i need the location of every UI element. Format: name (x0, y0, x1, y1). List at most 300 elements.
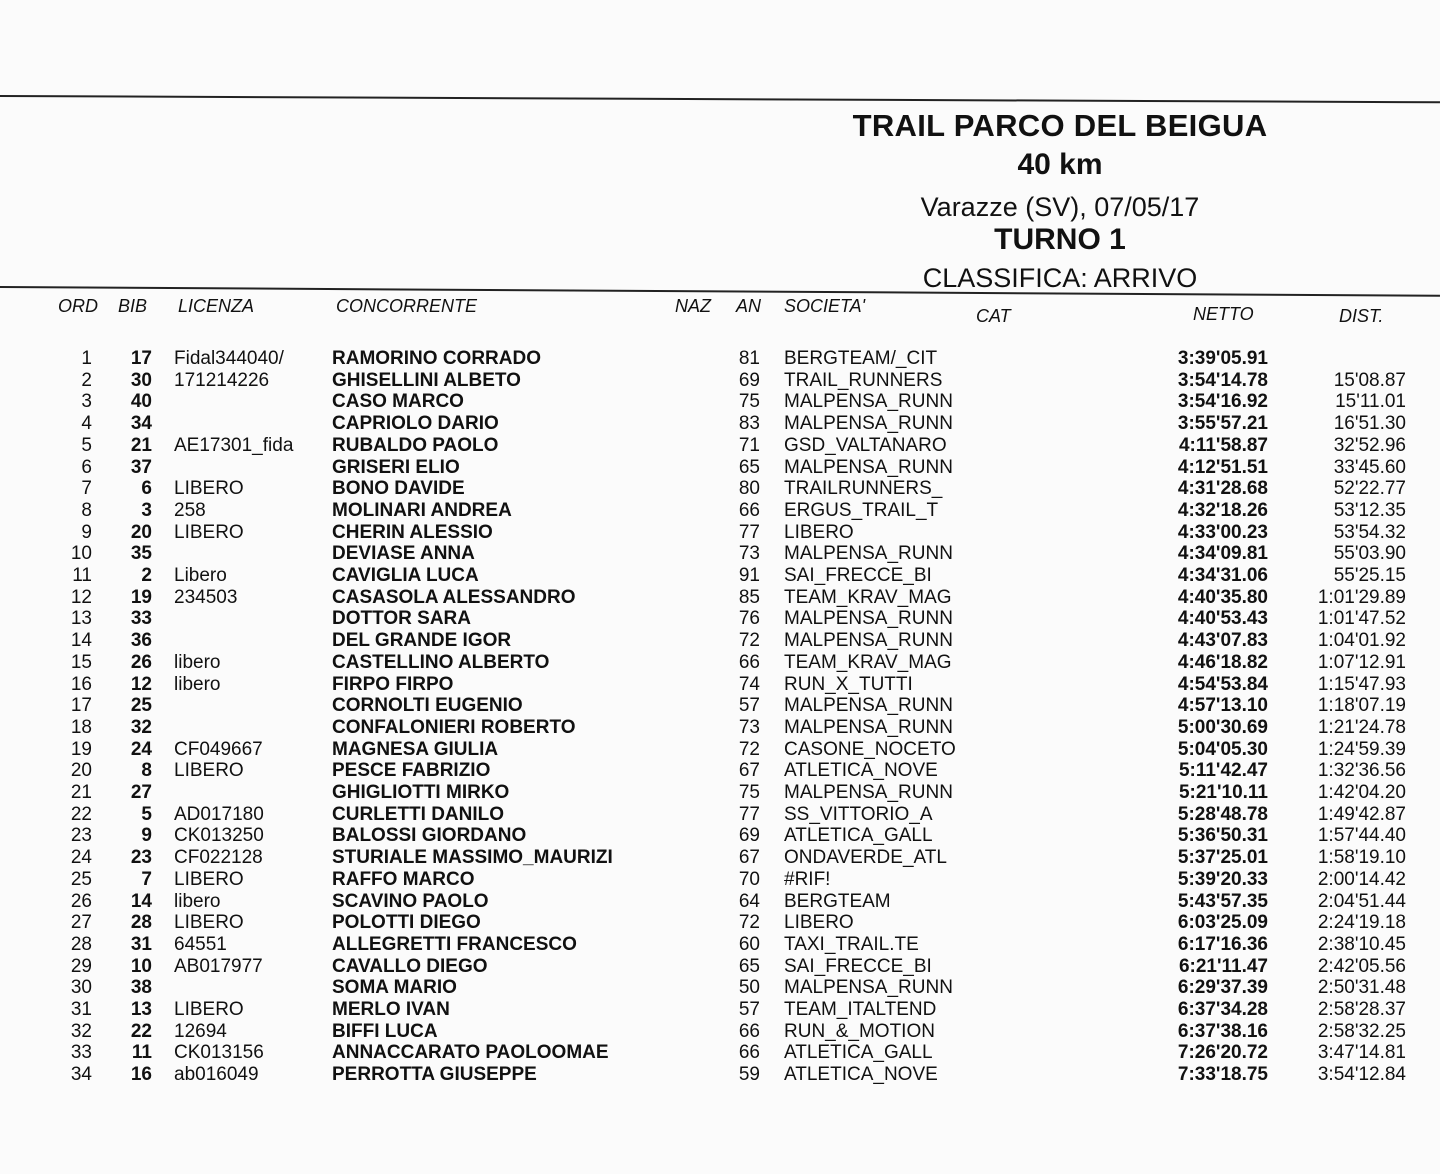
bib-cell: 8 (141, 760, 152, 782)
an-cell: 66 (738, 1042, 760, 1064)
societa-cell: ATLETICA_GALL (784, 1042, 933, 1064)
ord-cell: 18 (70, 716, 92, 738)
dist-cell: 1:32'36.56 (1317, 760, 1406, 782)
table-row (0, 934, 1440, 956)
table-row (0, 630, 1440, 652)
table-row (0, 912, 1440, 934)
dist-cell: 1:42'04.20 (1317, 782, 1406, 803)
table-row (0, 1042, 1440, 1064)
netto-cell: 5:43'57.35 (1177, 890, 1268, 912)
bib-cell: 22 (130, 1020, 152, 1042)
ord-cell: 8 (81, 499, 92, 521)
dist-cell: 3:54'12.84 (1317, 1064, 1406, 1086)
societa-cell: MALPENSA_RUNN (784, 413, 953, 435)
col-header-ord: ORD (58, 296, 98, 316)
bib-cell: 10 (130, 955, 152, 977)
concorrente-cell: PESCE FABRIZIO (332, 760, 491, 782)
an-cell: 50 (738, 977, 760, 999)
societa-cell: ATLETICA_NOVE (784, 760, 938, 782)
concorrente-cell: DEVIASE ANNA (332, 543, 475, 565)
bib-cell: 2 (141, 565, 152, 586)
bib-cell: 9 (141, 825, 152, 847)
societa-cell: TEAM_KRAV_MAG (784, 651, 952, 673)
dist-cell: 1:01'29.89 (1317, 586, 1406, 608)
concorrente-cell: RUBALDO PAOLO (332, 434, 499, 456)
table-row (0, 739, 1440, 761)
societa-cell: TRAILRUNNERS_ (784, 478, 943, 500)
concorrente-cell: CONFALONIERI ROBERTO (332, 716, 576, 738)
bib-cell: 16 (130, 1064, 152, 1086)
licenza-cell: AD017180 (174, 803, 264, 825)
an-cell: 70 (738, 868, 760, 890)
dist-cell: 2:50'31.48 (1317, 977, 1406, 999)
an-cell: 60 (738, 933, 760, 955)
dist-cell: 1:18'07.19 (1317, 695, 1406, 717)
bib-cell: 30 (130, 369, 152, 391)
bib-cell: 5 (141, 803, 152, 825)
title-block (800, 108, 1320, 294)
ord-cell: 10 (70, 543, 92, 565)
licenza-cell: 258 (174, 499, 206, 521)
col-header-cat: CAT (976, 306, 1011, 326)
netto-cell: 6:17'16.36 (1177, 933, 1268, 955)
netto-cell: 4:43'07.83 (1177, 630, 1268, 652)
dist-cell: 53'12.35 (1333, 499, 1406, 521)
bib-cell: 11 (131, 1042, 152, 1064)
table-row (0, 1021, 1440, 1043)
ord-cell: 5 (81, 434, 92, 456)
netto-cell: 5:36'50.31 (1177, 825, 1268, 847)
netto-cell: 4:40'35.80 (1177, 586, 1268, 608)
netto-cell: 5:04'05.30 (1177, 738, 1268, 760)
bib-cell: 31 (130, 933, 152, 955)
dist-cell: 33'45.60 (1333, 456, 1406, 478)
classification-label: CLASSIFICA: ARRIVO (922, 263, 1198, 293)
concorrente-cell: GHIGLIOTTI MIRKO (332, 782, 510, 803)
societa-cell: MALPENSA_RUNN (784, 716, 953, 738)
societa-cell: BERGTEAM/_CIT (784, 348, 938, 369)
netto-cell: 4:12'51.51 (1177, 456, 1268, 478)
societa-cell: RUN_X_TUTTI (784, 673, 913, 695)
concorrente-cell: STURIALE MASSIMO_MAURIZI (332, 847, 613, 869)
dist-cell: 1:57'44.40 (1317, 825, 1406, 847)
societa-cell: TEAM_KRAV_MAG (784, 586, 952, 608)
dist-cell: 2:58'32.25 (1317, 1020, 1406, 1042)
bib-cell: 24 (130, 738, 152, 760)
netto-cell: 4:46'18.82 (1177, 651, 1268, 673)
concorrente-cell: SCAVINO PAOLO (332, 890, 489, 912)
an-cell: 69 (738, 825, 760, 847)
societa-cell: MALPENSA_RUNN (784, 782, 953, 803)
ord-cell: 14 (70, 630, 92, 652)
ord-cell: 25 (70, 868, 92, 890)
concorrente-cell: BONO DAVIDE (332, 478, 465, 500)
concorrente-cell: GHISELLINI ALBETO (332, 369, 521, 391)
ord-cell: 34 (70, 1064, 92, 1086)
table-row (0, 869, 1440, 891)
netto-cell: 4:40'53.43 (1177, 608, 1268, 630)
netto-cell: 6:37'38.16 (1177, 1020, 1268, 1042)
bib-cell: 17 (130, 348, 152, 369)
concorrente-cell: BIFFI LUCA (332, 1020, 438, 1042)
societa-cell: BERGTEAM (784, 890, 891, 912)
an-cell: 75 (738, 391, 760, 413)
societa-cell: MALPENSA_RUNN (784, 456, 953, 478)
societa-cell: MALPENSA_RUNN (784, 543, 953, 565)
dist-cell: 1:49'42.87 (1317, 803, 1406, 825)
concorrente-cell: CORNOLTI EUGENIO (332, 695, 523, 717)
ord-cell: 1 (81, 348, 92, 369)
bib-cell: 7 (141, 868, 152, 890)
an-cell: 72 (738, 630, 760, 652)
netto-cell: 4:33'00.23 (1177, 521, 1268, 543)
ord-cell: 9 (81, 521, 92, 543)
societa-cell: TEAM_ITALTEND (784, 999, 937, 1020)
dist-cell: 2:42'05.56 (1317, 955, 1406, 977)
ord-cell: 23 (70, 825, 92, 847)
an-cell: 57 (738, 695, 760, 717)
licenza-cell: LIBERO (174, 760, 244, 782)
netto-cell: 4:11'58.87 (1178, 434, 1268, 456)
bib-cell: 14 (130, 890, 152, 912)
concorrente-cell: DEL GRANDE IGOR (332, 630, 512, 652)
ord-cell: 29 (70, 955, 92, 977)
societa-cell: SAI_FRECCE_BI (784, 565, 932, 586)
licenza-cell: Libero (174, 565, 227, 586)
bib-cell: 6 (141, 478, 152, 500)
ord-cell: 20 (70, 760, 92, 782)
dist-cell: 2:58'28.37 (1317, 999, 1406, 1020)
licenza-cell: ab016049 (174, 1064, 259, 1086)
table-row (0, 999, 1440, 1021)
netto-cell: 5:37'25.01 (1177, 847, 1268, 869)
bib-cell: 21 (130, 434, 152, 456)
an-cell: 77 (738, 521, 760, 543)
societa-cell: TRAIL_RUNNERS (784, 369, 943, 391)
netto-cell: 6:37'34.28 (1177, 999, 1268, 1020)
netto-cell: 5:39'20.33 (1177, 868, 1268, 890)
licenza-cell: 234503 (174, 586, 238, 608)
dist-cell: 1:21'24.78 (1317, 716, 1406, 738)
societa-cell: SS_VITTORIO_A (784, 803, 933, 825)
table-row (0, 760, 1440, 782)
an-cell: 81 (738, 348, 760, 369)
concorrente-cell: GRISERI ELIO (332, 456, 460, 478)
bib-cell: 3 (141, 499, 152, 521)
table-row (0, 695, 1440, 717)
dist-cell: 1:07'12.91 (1317, 651, 1406, 673)
col-header-dist: DIST. (1339, 306, 1384, 326)
netto-cell: 5:21'10.11 (1178, 782, 1268, 803)
ord-cell: 17 (70, 695, 92, 717)
table-row (0, 782, 1440, 804)
an-cell: 64 (738, 890, 760, 912)
societa-cell: SAI_FRECCE_BI (784, 955, 932, 977)
bib-cell: 32 (130, 716, 152, 738)
licenza-cell: AE17301_fida (174, 434, 294, 456)
ord-cell: 26 (70, 890, 92, 912)
dist-cell: 32'52.96 (1333, 434, 1406, 456)
societa-cell: MALPENSA_RUNN (784, 630, 953, 652)
concorrente-cell: MOLINARI ANDREA (332, 499, 512, 521)
bib-cell: 37 (130, 456, 152, 478)
licenza-cell: CF022128 (174, 847, 263, 869)
bib-cell: 40 (130, 391, 152, 413)
an-cell: 66 (738, 1020, 760, 1042)
bib-cell: 34 (130, 413, 152, 435)
netto-cell: 7:33'18.75 (1177, 1064, 1268, 1086)
netto-cell: 5:00'30.69 (1177, 716, 1268, 738)
concorrente-cell: PERROTTA GIUSEPPE (332, 1064, 537, 1086)
ord-cell: 22 (70, 803, 92, 825)
societa-cell: ATLETICA_NOVE (784, 1064, 938, 1086)
bib-cell: 12 (130, 673, 152, 695)
dist-cell: 2:38'10.45 (1317, 933, 1406, 955)
concorrente-cell: DOTTOR SARA (332, 608, 471, 630)
event-distance: 40 km (1017, 148, 1103, 181)
bib-cell: 23 (130, 847, 152, 869)
concorrente-cell: CAVALLO DIEGO (332, 955, 488, 977)
ord-cell: 7 (81, 478, 92, 500)
concorrente-cell: CHERIN ALESSIO (332, 521, 493, 543)
licenza-cell: LIBERO (174, 478, 244, 500)
an-cell: 72 (738, 912, 760, 934)
netto-cell: 4:54'53.84 (1177, 673, 1268, 695)
table-row (0, 608, 1440, 630)
societa-cell: GSD_VALTANARO (784, 434, 947, 456)
bib-cell: 26 (130, 651, 152, 673)
licenza-cell: AB017977 (174, 955, 263, 977)
an-cell: 85 (738, 586, 760, 608)
societa-cell: MALPENSA_RUNN (784, 391, 953, 413)
societa-cell: RUN_&_MOTION (784, 1020, 935, 1042)
table-row (0, 413, 1440, 435)
licenza-cell: 12694 (174, 1020, 227, 1042)
ord-cell: 2 (81, 369, 92, 391)
dist-cell: 55'25.15 (1333, 565, 1406, 586)
table-row (0, 457, 1440, 479)
ord-cell: 32 (70, 1020, 92, 1042)
netto-cell: 4:34'31.06 (1177, 565, 1268, 586)
licenza-cell: LIBERO (174, 999, 244, 1020)
table-row (0, 391, 1440, 413)
netto-cell: 6:29'37.39 (1177, 977, 1268, 999)
societa-cell: #RIF! (784, 868, 831, 890)
netto-cell: 6:03'25.09 (1177, 912, 1268, 934)
table-row (0, 674, 1440, 696)
an-cell: 80 (738, 478, 760, 500)
dist-cell: 52'22.77 (1333, 478, 1406, 500)
societa-cell: LIBERO (784, 521, 854, 543)
concorrente-cell: MERLO IVAN (332, 999, 450, 1020)
ord-cell: 27 (70, 912, 92, 934)
bib-cell: 25 (130, 695, 152, 717)
table-row (0, 825, 1440, 847)
societa-cell: ONDAVERDE_ATL (784, 847, 947, 869)
societa-cell: MALPENSA_RUNN (784, 608, 953, 630)
col-header-an: AN (736, 296, 762, 316)
an-cell: 72 (738, 738, 760, 760)
dist-cell: 1:01'47.52 (1317, 608, 1406, 630)
an-cell: 69 (738, 369, 760, 391)
an-cell: 74 (738, 673, 760, 695)
netto-cell: 3:55'57.21 (1177, 413, 1268, 435)
licenza-cell: LIBERO (174, 868, 244, 890)
societa-cell: MALPENSA_RUNN (784, 695, 953, 717)
ord-cell: 4 (81, 413, 92, 435)
table-row (0, 977, 1440, 999)
dist-cell: 1:24'59.39 (1317, 738, 1406, 760)
netto-cell: 3:54'14.78 (1177, 369, 1268, 391)
table-row (0, 522, 1440, 544)
an-cell: 75 (738, 782, 760, 803)
concorrente-cell: BALOSSI GIORDANO (332, 825, 527, 847)
dist-cell: 15'08.87 (1333, 369, 1406, 391)
col-header-naz: NAZ (675, 296, 711, 316)
an-cell: 66 (738, 651, 760, 673)
netto-cell: 5:28'48.78 (1177, 803, 1268, 825)
bib-cell: 36 (130, 630, 152, 652)
event-place-date: Varazze (SV), 07/05/17 (920, 192, 1200, 222)
dist-cell: 55'03.90 (1333, 543, 1406, 565)
an-cell: 76 (738, 608, 760, 630)
licenza-cell: 171214226 (174, 369, 270, 391)
an-cell: 57 (738, 999, 760, 1020)
table-row (0, 348, 1440, 370)
table-row (0, 478, 1440, 500)
an-cell: 83 (738, 413, 760, 435)
an-cell: 59 (738, 1064, 760, 1086)
ord-cell: 24 (70, 847, 92, 869)
an-cell: 71 (738, 434, 760, 456)
societa-cell: TAXI_TRAIL.TE (784, 933, 919, 955)
licenza-cell: LIBERO (174, 912, 244, 934)
table-row (0, 435, 1440, 457)
ord-cell: 28 (70, 933, 92, 955)
concorrente-cell: POLOTTI DIEGO (332, 912, 481, 934)
table-row (0, 370, 1440, 392)
societa-cell: ERGUS_TRAIL_T (784, 499, 939, 521)
licenza-cell: CK013156 (174, 1042, 264, 1064)
ord-cell: 15 (70, 651, 92, 673)
event-title: TRAIL PARCO DEL BEIGUA (852, 108, 1268, 143)
concorrente-cell: CASTELLINO ALBERTO (332, 651, 550, 673)
an-cell: 91 (738, 565, 760, 586)
table-row (0, 847, 1440, 869)
ord-cell: 12 (70, 586, 92, 608)
concorrente-cell: CASASOLA ALESSANDRO (332, 586, 576, 608)
dist-cell: 2:24'19.18 (1317, 912, 1406, 934)
dist-cell: 1:58'19.10 (1317, 847, 1406, 869)
ord-cell: 6 (81, 456, 92, 478)
concorrente-cell: CAPRIOLO DARIO (332, 413, 499, 435)
netto-cell: 7:26'20.72 (1177, 1042, 1268, 1064)
concorrente-cell: RAFFO MARCO (332, 868, 475, 890)
dist-cell: 2:00'14.42 (1317, 868, 1406, 890)
dist-cell: 1:04'01.92 (1317, 630, 1406, 652)
societa-cell: LIBERO (784, 912, 854, 934)
bib-cell: 19 (130, 586, 152, 608)
licenza-cell: CF049667 (174, 738, 263, 760)
table-row (0, 565, 1440, 587)
table-row (0, 956, 1440, 978)
table-row (0, 717, 1440, 739)
an-cell: 77 (738, 803, 760, 825)
top-rule (0, 95, 1440, 103)
an-cell: 66 (738, 499, 760, 521)
licenza-cell: LIBERO (174, 521, 244, 543)
col-header-bib: BIB (118, 296, 148, 316)
an-cell: 65 (738, 955, 760, 977)
ord-cell: 31 (70, 999, 92, 1020)
netto-cell: 4:57'13.10 (1177, 695, 1268, 717)
concorrente-cell: ANNACCARATO PAOLOOMAE (332, 1042, 609, 1064)
table-row (0, 804, 1440, 826)
table-row (0, 891, 1440, 913)
dist-cell: 53'54.32 (1333, 521, 1406, 543)
an-cell: 65 (738, 456, 760, 478)
netto-cell: 4:32'18.26 (1177, 499, 1268, 521)
ord-cell: 33 (70, 1042, 92, 1064)
licenza-cell: CK013250 (174, 825, 264, 847)
ord-cell: 19 (70, 738, 92, 760)
event-round: TURNO 1 (994, 223, 1126, 256)
an-cell: 67 (738, 847, 760, 869)
ord-cell: 30 (70, 977, 92, 999)
an-cell: 73 (738, 543, 760, 565)
netto-cell: 5:11'42.47 (1178, 760, 1268, 782)
concorrente-cell: MAGNESA GIULIA (332, 738, 499, 760)
licenza-cell: libero (174, 651, 221, 673)
col-header-licenza: LICENZA (178, 296, 255, 316)
concorrente-cell: CAVIGLIA LUCA (332, 565, 479, 586)
dist-cell: 2:04'51.44 (1317, 890, 1406, 912)
netto-cell: 4:31'28.68 (1177, 478, 1268, 500)
ord-cell: 3 (81, 391, 92, 413)
dist-cell: 1:15'47.93 (1317, 673, 1406, 695)
concorrente-cell: CURLETTI DANILO (332, 803, 505, 825)
table-row (0, 652, 1440, 674)
licenza-cell: libero (174, 673, 221, 695)
concorrente-cell: CASO MARCO (332, 391, 464, 413)
an-cell: 73 (738, 716, 760, 738)
concorrente-cell: FIRPO FIRPO (332, 673, 454, 695)
dist-cell: 3:47'14.81 (1317, 1042, 1406, 1064)
ord-cell: 13 (70, 608, 92, 630)
table-row (0, 587, 1440, 609)
ord-cell: 16 (70, 673, 92, 695)
table-row (0, 500, 1440, 522)
bib-cell: 38 (130, 977, 152, 999)
netto-cell: 4:34'09.81 (1177, 543, 1268, 565)
table-row (0, 1064, 1440, 1086)
licenza-cell: Fidal344040/ (174, 348, 284, 369)
an-cell: 67 (738, 760, 760, 782)
bib-cell: 35 (130, 543, 152, 565)
bib-cell: 33 (130, 608, 152, 630)
table-row (0, 543, 1440, 565)
concorrente-cell: ALLEGRETTI FRANCESCO (332, 933, 577, 955)
bib-cell: 27 (130, 782, 152, 803)
societa-cell: CASONE_NOCETO (784, 738, 956, 760)
ord-cell: 21 (70, 782, 92, 803)
bib-cell: 28 (130, 912, 152, 934)
ord-cell: 11 (72, 565, 92, 586)
netto-cell: 3:39'05.91 (1177, 348, 1268, 369)
societa-cell: MALPENSA_RUNN (784, 977, 953, 999)
col-header-netto: NETTO (1193, 304, 1254, 324)
licenza-cell: libero (174, 890, 221, 912)
